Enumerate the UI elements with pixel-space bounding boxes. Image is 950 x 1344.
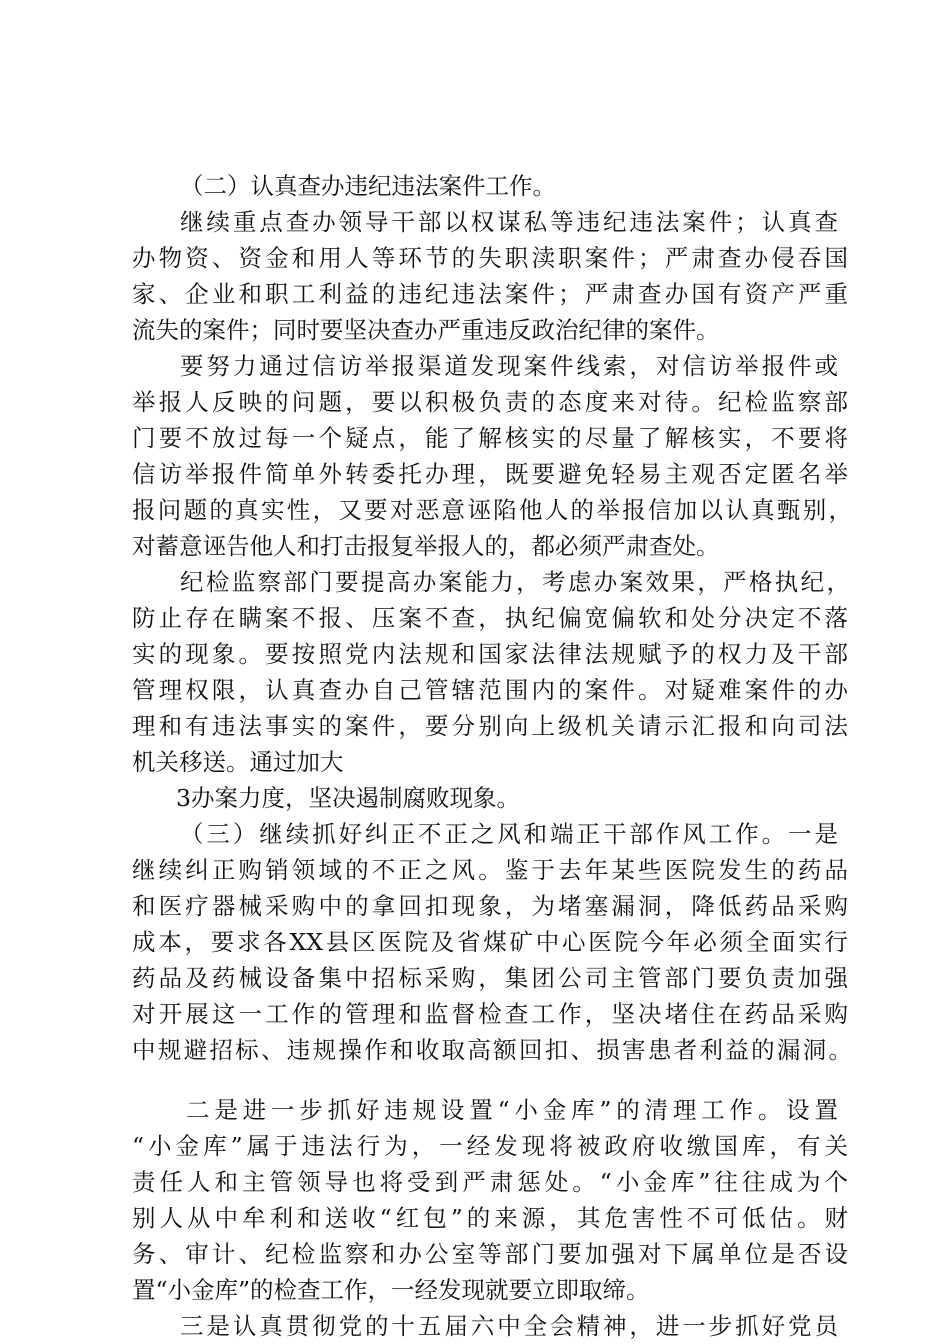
paragraph-line: 理和有违法事实的案件，要分别向上级机关请示汇报和向司法	[132, 712, 848, 740]
paragraph-line: 办物资、资金和用人等环节的失职渎职案件；严肃查办侵吞国	[132, 244, 848, 272]
paragraph-line: 和医疗器械采购中的拿回扣现象，为堵塞漏洞，降低药品采购	[132, 892, 848, 920]
paragraph-line: 3办案力度，坚决遏制腐败现象。	[176, 784, 520, 812]
paragraph-line: 管理权限，认真查办自己管辖范围内的案件。对疑难案件的办	[132, 676, 848, 704]
paragraph-line: 家、企业和职工利益的违纪违法案件；严肃查办国有资产严重	[132, 280, 848, 308]
paragraph-line: 对开展这一工作的管理和监督检查工作，坚决堵住在药品采购	[132, 1000, 848, 1028]
paragraph-line: 中规避招标、违规操作和收取高额回扣、损害患者利益的漏洞。	[132, 1036, 852, 1064]
paragraph-line: （三）继续抓好纠正不正之风和端正干部作风工作。一是	[180, 820, 838, 848]
paragraph-line: 别人从中牟利和送收“红包”的来源，其危害性不可低估。财	[132, 1204, 848, 1232]
paragraph-line: 责任人和主管领导也将受到严肃惩处。“小金库”往往成为个	[132, 1168, 848, 1196]
paragraph-line: 门要不放过每一个疑点，能了解核实的尽量了解核实，不要将	[132, 424, 848, 452]
paragraph-line: 纪检监察部门要提高办案能力，考虑办案效果，严格执纪，	[180, 568, 850, 596]
paragraph-line: 报问题的真实性，又要对恶意诬陷他人的举报信加以认真甄别，	[132, 496, 852, 524]
paragraph-line: 要努力通过信访举报渠道发现案件线索，对信访举报件或	[180, 352, 838, 380]
paragraph-line: “小金库”属于违法行为，一经发现将被政府收缴国库，有关	[132, 1132, 848, 1160]
paragraph-line: 继续纠正购销领域的不正之风。鉴于去年某些医院发生的药品	[132, 856, 848, 884]
paragraph-line: 机关移送。通过加大	[132, 748, 344, 776]
paragraph-line: 对蓄意诬告他人和打击报复举报人的，都必须严肃查处。	[132, 532, 720, 560]
paragraph-line: 成本，要求各XX县区医院及省煤矿中心医院今年必须全面实行	[132, 928, 848, 956]
paragraph-line: 举报人反映的问题，要以积极负责的态度来对待。纪检监察部	[132, 388, 848, 416]
paragraph-line: 置“小金库”的检查工作，一经发现就要立即取缔。	[132, 1276, 650, 1304]
section-heading-2: （二）认真查办违纪违法案件工作。	[180, 172, 556, 200]
paragraph-line: 药品及药械设备集中招标采购，集团公司主管部门要负责加强	[132, 964, 848, 992]
paragraph-line: 实的现象。要按照党内法规和国家法律法规赋予的权力及干部	[132, 640, 848, 668]
paragraph-line: 流失的案件；同时要坚决查办严重违反政治纪律的案件。	[132, 316, 720, 344]
paragraph-line: 三是认真贯彻党的十五届六中全会精神，进一步抓好党员	[180, 1312, 838, 1340]
paragraph-line: 务、审计、纪检监察和办公室等部门要加强对下属单位是否设	[132, 1240, 848, 1268]
paragraph-line: 二是进一步抓好违规设置“小金库”的清理工作。设置	[186, 1096, 838, 1124]
paragraph-line: 信访举报件简单外转委托办理，既要避免轻易主观否定匿名举	[132, 460, 848, 488]
paragraph-line: 继续重点查办领导干部以权谋私等违纪违法案件；认真查	[180, 208, 838, 236]
paragraph-line: 防止存在瞒案不报、压案不查，执纪偏宽偏软和处分决定不落	[132, 604, 848, 632]
